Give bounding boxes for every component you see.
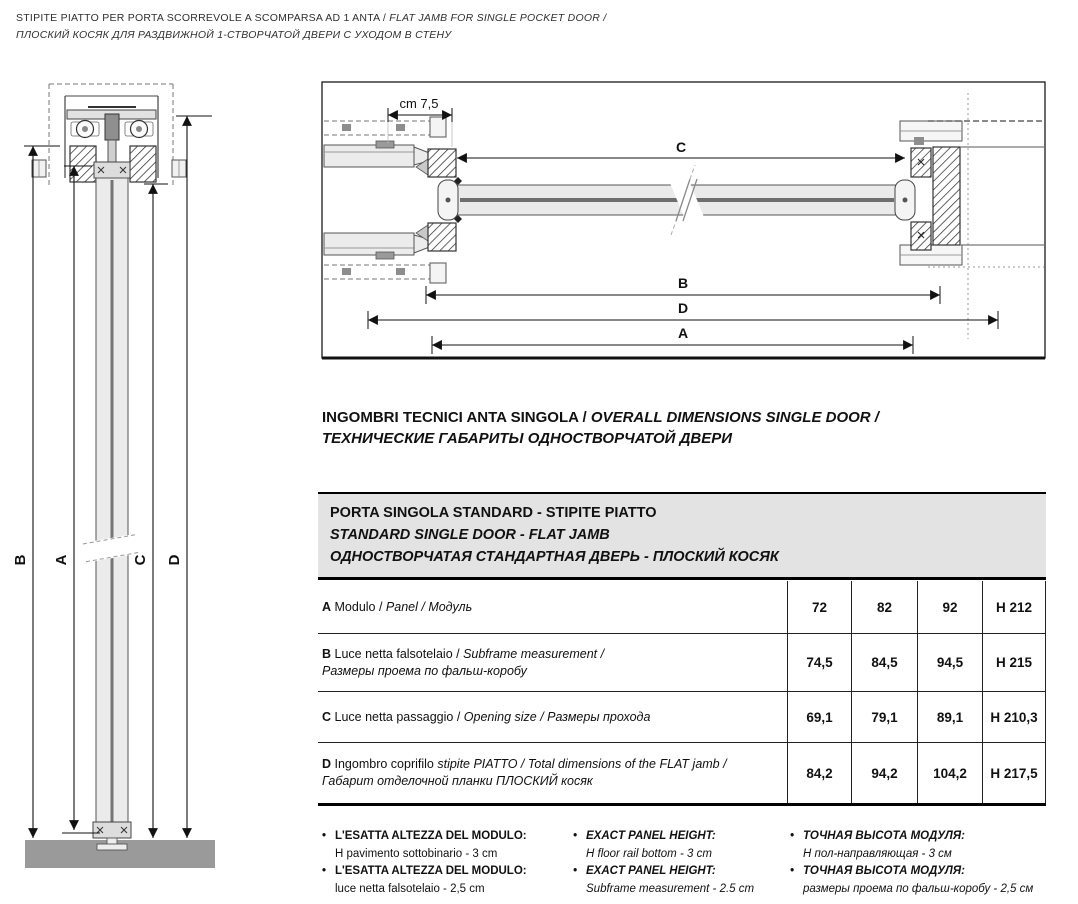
table-row <box>318 692 1046 743</box>
horizontal-section-drawing <box>318 75 1063 370</box>
door-panel-section <box>96 178 128 838</box>
footnote-detail: H floor rail bottom - 3 cm <box>586 847 712 860</box>
footnote-column-english <box>573 828 783 898</box>
footnote-header: • EXACT PANEL HEIGHT: <box>573 828 783 846</box>
cell-value: 92 <box>917 581 982 633</box>
floor-guide <box>93 822 131 850</box>
footnote-header: • ТОЧНАЯ ВЫСОТА МОДУЛЯ: <box>790 828 1065 846</box>
row-letter: B <box>322 646 332 661</box>
footnote-header: • L'ESATTA ALTEZZA DEL MODULO: <box>322 828 562 846</box>
title-line1-regular: STIPITE PIATTO PER PORTA SCORREVOLE A SCOMPARSA AD 1 ANTA / <box>16 12 390 24</box>
title-line2-italic: ПЛОСКИЙ КОСЯК ДЛЯ РАЗДВИЖНОЙ 1-СТВОРЧАТОЙ ДВЕРИ С УХОДОМ В СТЕНУ <box>16 29 452 41</box>
table-title-it: PORTA SINGOLA STANDARD - STIPITE PIATTO <box>330 505 657 521</box>
row-text-line2: Габарит отделочной планки ПЛОСКИЙ косяк <box>322 774 593 788</box>
cell-value: 79,1 <box>851 692 917 742</box>
bullet-icon: • <box>322 865 327 877</box>
row-text-italic: stipite PIATTO / Total dimensions of the FLAT jamb / <box>437 757 727 771</box>
footnote-column-italian <box>322 828 562 898</box>
dim-label-D: D <box>166 554 183 566</box>
door-panel-plan <box>438 165 915 235</box>
table-row <box>318 743 1046 806</box>
table-title-en: STANDARD SINGLE DOOR - FLAT JAMB <box>330 527 610 543</box>
cell-value: 82 <box>851 581 917 633</box>
footnote-header: • EXACT PANEL HEIGHT: <box>573 863 783 881</box>
plan-dim-label-A: A <box>677 325 689 341</box>
strike-jamb-hatch <box>933 147 960 245</box>
heading-line1-italic: OVERALL DIMENSIONS SINGLE DOOR / <box>590 409 879 426</box>
section-heading <box>322 407 879 449</box>
cell-value: H 215 <box>982 634 1046 691</box>
vertical-section-drawing <box>8 80 233 875</box>
footnote-detail: Н пол-направляющая - 3 см <box>803 847 952 860</box>
row-text-regular: Luce netta falsotelaio / <box>331 646 464 661</box>
panel-top-fitting <box>94 162 130 178</box>
pocket-jamb-hatch-upper <box>428 149 456 177</box>
bullet-icon: • <box>790 830 795 842</box>
jamb-hatch-right <box>130 146 156 182</box>
row-description <box>318 743 787 803</box>
row-text-line2: Размеры проема по фальш-коробу <box>322 663 527 678</box>
dim-label-A: A <box>53 554 70 566</box>
table-row <box>318 634 1046 692</box>
table-title-box <box>318 492 1046 580</box>
cell-value: H 210,3 <box>982 692 1046 742</box>
cell-value: 94,2 <box>851 743 917 803</box>
cell-value: 89,1 <box>917 692 982 742</box>
row-text-regular: Ingombro coprifilo <box>331 757 438 771</box>
row-text-regular: Modulo / <box>331 599 386 614</box>
bullet-icon: • <box>573 830 578 842</box>
row-text-regular: Luce netta passaggio / <box>331 709 464 724</box>
row-letter: A <box>322 599 332 614</box>
pocket-rail-upper <box>324 145 414 167</box>
pocket-depth-label: cm 7,5 <box>399 96 439 111</box>
bullet-icon: • <box>790 865 795 877</box>
heading-line1-regular: INGOMBRI TECNICI ANTA SINGOLA / <box>322 409 591 426</box>
row-letter: C <box>322 709 332 724</box>
row-text-italic: Subframe measurement / <box>463 646 605 661</box>
dimensions-table <box>318 581 1046 806</box>
cell-value: 94,5 <box>917 634 982 691</box>
plan-dim-label-C: C <box>675 139 687 155</box>
row-text-italic: Panel / <box>385 599 429 614</box>
row-description <box>318 634 787 691</box>
bullet-icon: • <box>322 830 327 842</box>
footnote-detail: Subframe measurement - 2.5 cm <box>586 882 755 895</box>
footnote-header: • L'ESATTA ALTEZZA DEL MODULO: <box>322 863 562 881</box>
hanger-bracket <box>105 114 119 140</box>
plan-dim-label-D: D <box>677 300 689 316</box>
footnote-header: • ТОЧНАЯ ВЫСОТА МОДУЛЯ: <box>790 863 1065 881</box>
dim-label-B: B <box>12 554 29 566</box>
document-title <box>16 10 606 44</box>
row-description <box>318 692 787 742</box>
cell-value: 84,5 <box>851 634 917 691</box>
bullet-icon: • <box>573 865 578 877</box>
table-row <box>318 581 1046 634</box>
cell-value: H 217,5 <box>982 743 1046 803</box>
footnote-detail: размеры проема по фальш-коробу - 2,5 см <box>803 882 1034 895</box>
row-text-italic: Opening size / <box>463 709 548 724</box>
strike-jamb <box>900 93 1044 339</box>
pocket-rail-lower <box>324 233 414 255</box>
footnote-column-russian <box>790 828 1065 898</box>
cell-value: 72 <box>787 581 851 633</box>
section-heading-line1 <box>322 407 879 428</box>
dim-label-C: C <box>132 554 149 566</box>
footnote-detail: H pavimento sottobinario - 3 cm <box>335 847 498 860</box>
title-line-2 <box>16 27 606 44</box>
title-line1-italic: FLAT JAMB FOR SINGLE POCKET DOOR / <box>389 12 607 24</box>
row-text-italic2: Модуль <box>428 599 473 614</box>
table-title-ru: ОДНОСТВОРЧАТАЯ СТАНДАРТНАЯ ДВЕРЬ - ПЛОСКИЙ КОСЯК <box>330 549 779 565</box>
cell-value: 104,2 <box>917 743 982 803</box>
row-letter: D <box>322 757 332 771</box>
cell-value: H 212 <box>982 581 1046 633</box>
section-heading-line2: ТЕХНИЧЕСКИЕ ГАБАРИТЫ ОДНОСТВОРЧАТОЙ ДВЕРИ <box>322 430 733 447</box>
title-line-1 <box>16 10 606 27</box>
row-description <box>318 581 787 633</box>
footnote-detail: luce netta falsotelaio - 2,5 cm <box>335 882 485 895</box>
cell-value: 84,2 <box>787 743 851 803</box>
cell-value: 69,1 <box>787 692 851 742</box>
pocket-jamb-hatch-lower <box>428 223 456 251</box>
cell-value: 74,5 <box>787 634 851 691</box>
plan-dim-label-B: B <box>677 275 689 291</box>
row-text-italic2: Размеры прохода <box>547 709 651 724</box>
